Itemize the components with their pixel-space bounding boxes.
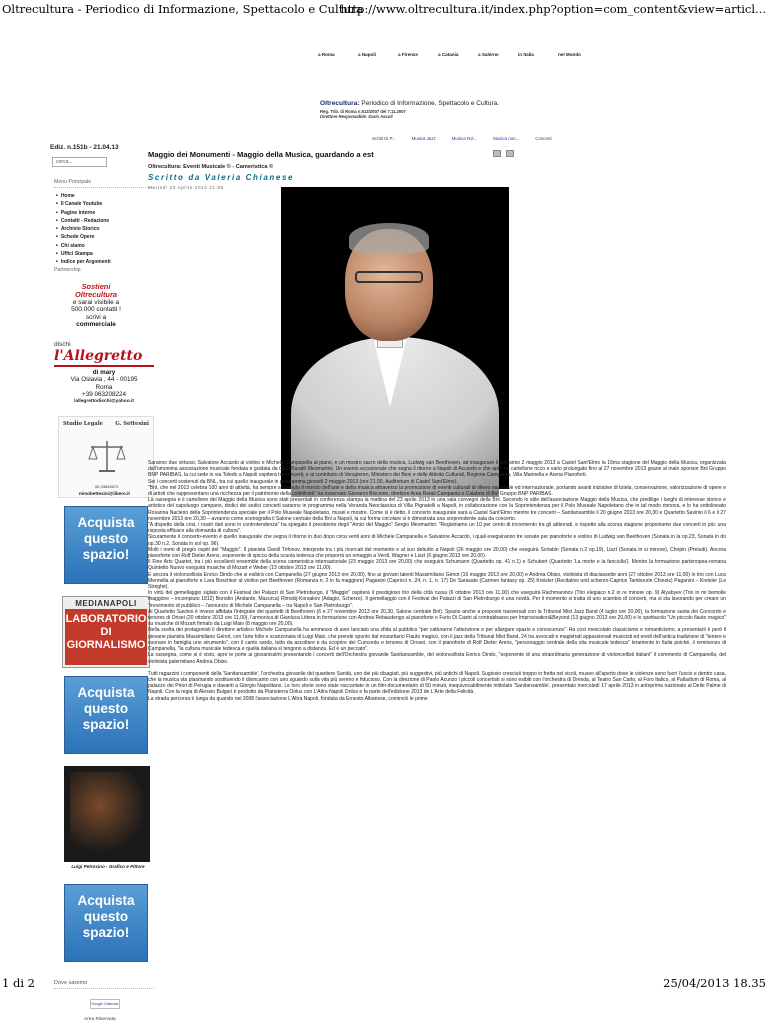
print-footer (2, 976, 766, 990)
print-icon[interactable] (493, 150, 501, 157)
area-riservata-link[interactable]: Area Riservata (84, 1017, 116, 1022)
allegretto-owner: di mary (92, 368, 116, 376)
luigi-petrosino-painting[interactable] (64, 766, 150, 862)
menu-item-home[interactable]: ■ Home (56, 192, 146, 200)
studio-legale-email[interactable]: minobettesini@libero.it (79, 491, 130, 497)
article-body (148, 460, 726, 702)
medianapoli-subtitle: LABORATORIO DI GIORNALISMO (65, 609, 147, 665)
city-link[interactable]: a Napoli (358, 52, 376, 57)
menu-item-youtube[interactable]: ■ Il Canale Youtube (56, 200, 146, 208)
sostieni-line: Sostieni (81, 281, 111, 291)
article-paragraph: La strada percorsa è lunga da quando nel 2008 l'associazione L'Altra Napoli, fondata da Ernesto Albanese, cominciò le prime (148, 695, 428, 702)
article (148, 150, 728, 702)
photo-hair (349, 223, 429, 253)
sostieni-banner[interactable] (38, 283, 146, 329)
article-tools (493, 150, 514, 157)
print-timestamp: 25/04/2013 18.35 (663, 976, 766, 990)
article-paragraph: Al Quartetto Savinio è invece affidata l'integrale dei quartetti di Beethoven (6 e 27 novembre 2013 ore 20,30, Salone centrale Bnl). Spazio anche a proposte trasversali con la Tribunal Mist Jazz Band (4 luglio ore 20,00), la formazione santa dei Concordo e tenores di Orisei (20 ottobre 2013 ore 11,00), l'armonica di Gianluca Littera in formazione con Andrea Rebaudengo al pianoforte e Furio Di Castri al contrabbasso per Improvisation&Beyond (13 giugno 2013 ore 20,00) e lo spettacolo "Un piccolo flauto magico" su musiche di Mozart firmato da Luigi Maio (8 maggio ore 20,00). (148, 608, 726, 628)
menu-item-chi-siamo[interactable]: ■ Chi siamo (56, 242, 146, 250)
article-paragraph: Sei i concerti sostenuti da BNL, tra cui quello inaugurale in programma giovedì 2 maggio 2013 (ore 21.00, Auditorium di Castel Sant'Elmo). (148, 478, 458, 485)
print-header-url: http://www.oltrecultura.it/index.php?option=com_content&view=articl... (340, 2, 766, 16)
city-link[interactable]: a Firenze (398, 52, 418, 57)
menu-item-archivio[interactable]: ■ Archivio Storico (56, 225, 146, 233)
acquista-banner[interactable]: Acquista questo spazio! (64, 676, 148, 754)
masthead (320, 100, 499, 119)
acquista-banner[interactable]: Acquista questo spazio! (64, 884, 148, 962)
menu-item-indice[interactable]: ■ Indice per Argomenti (56, 258, 146, 266)
allegretto-address: Via Oslavia , 44 - 00195 (70, 376, 138, 384)
print-header-title: Oltrecultura - Periodico di Informazione, Spettacolo e Cultura (2, 2, 364, 16)
city-link[interactable]: a Catania (438, 52, 459, 57)
city-link[interactable]: nel Mondo (558, 52, 581, 57)
studio-legale-label: Studio Legale (63, 421, 103, 428)
sostieni-line: Oltrecultura (75, 289, 117, 299)
email-icon[interactable] (506, 150, 514, 157)
top-nav (372, 136, 552, 141)
menu-item-schede[interactable]: ■ Schede Opere (56, 233, 146, 241)
photo-glasses (355, 271, 423, 283)
medianapoli-banner[interactable] (62, 596, 150, 668)
top-nav-item[interactable]: Scritti Di P... (372, 136, 396, 141)
article-paragraph: Molti i nomi di pregio ospiti del "Maggio". Il pianista Daniil Trifonov, interprete tra i più ricercati del momento e al suo debutto a Napoli (26 maggio ore 20,00) che eseguirà Scriabin (Sonata n.2 op.19), Liszt (Sonata in si minore), Chopin (Preludi). Ancora pianoforte con Rolf Dieter Arens, esponente di spicco della scuola tedesca che proporrà un omaggio a Verdi, Wagner e Liszt (6 giugno 2013 ore 20,00). (148, 546, 726, 560)
masthead-director: Direttore Responsabile: Dario Ascoli (320, 114, 393, 119)
top-nav-item[interactable]: Musica non... (493, 136, 520, 141)
article-paragraph: "A dispetto della crisi, i nostri dati sono in controtendenza" ha spiegato il presidente degli "Amici del Maggio" Sergio Meomartini: "Registriamo un 10 per cento di incremento tra gli abbonati, e rispetto alla scorsa stagione proponiamo due concerti in più: una risposta efficace alla domanda di cultura". (148, 522, 726, 535)
article-paragraph: In virtù del gemellaggio siglato con il Festival dei Palazzi di San Pietroburgo, il "Maggio" ospiterà il prestigioso trio della città russa (6 ottobre 2013 ore 11,00) che eseguirà Rachmaninov (Trio elegiaco n.2 in re minore op. 9) Alyabyev (Trio in mi bemolle maggiore – incompiuto 1812) Borodin (Andante, Mazurca) Rimskij-Korsakov (Adagio, Scherzo). Il gemellaggio con il Festival dei Palazzi di San Pietroburgo è una novità. Per il momento si tratta di uno scambio di concerti, ma si sta lavorando per creare un "movimento di pubblico – l'annuncio di Michele Campanella – tra Napoli e San Pietroburgo". (148, 590, 726, 609)
allegretto-ad[interactable] (54, 341, 154, 404)
sidebar (38, 157, 149, 1022)
painting-image (70, 772, 144, 856)
article-paragraph: La rassegna e il cartellone del Maggio della Musica sono stati presentati in conferenza stampa la mattina del 23 aprile 2013 in una sala convegni della Bnl. Secondo lo stile dell'associazione Maggio della Musica, che predilige i luoghi di interesse storico e artistico del capoluogo campano, dodici dei sedici concerti saranno in programma nella Veranda Neoclassica di Villa Pignatelli a Napoli, in collaborazione con la Soprintendenza per il Polo Museale Napoletano che in tal modo rinnova, e lo ha sottolineato Rosanna Naclerio della Soprintendenza speciale per il Polo Museale Napoletano, musei e mostre. Come si è detto, il concerto inaugurale sarà a Castel Sant'Elmo mentre tre concerti – Sanitansamble il 20 giugno 2013 ore 20,30 e Quartetto Savinio il 6 e il 27 novembre 2013 ore 20,30 – avranno come scenografia il Salone centrale della Bnl a Napoli, la cui forma circolare si è dimostrata una sorprendente sala da concerto. (148, 497, 726, 522)
allegretto-email[interactable]: lallegrettodischi@yahoo.it (74, 399, 134, 405)
print-header (2, 2, 766, 16)
studio-legale-phone: 06 33643573 (95, 484, 119, 490)
city-link[interactable]: a Roma (318, 52, 335, 57)
masthead-tagline: Periodico di Informazione, Spettacolo e Cultura. (359, 100, 500, 107)
studio-legale-ad[interactable] (58, 416, 154, 498)
dove-saremo-heading: Dove saremo (54, 980, 154, 989)
sostieni-line[interactable]: commerciale (76, 321, 116, 329)
article-paragraph: Sicuramente il concerto-evento è quello inaugurale che segna il ritorno in duo dopo circa venti anni di Michele Campanella e Salvatore Accardo, i quali eseguiranno tre sonate per pianoforte e violino di Ludwig van Beethoven (Sonata in la op.23, Sonata in do op.30 n.2, Sonata in sol op. 96). (148, 534, 726, 547)
masthead-title (320, 100, 499, 107)
article-paragraph: Nella scelta dei protagonisti il direttore artistico Michele Campanella ha ammesso di aver lanciato una sfida al pubblico "per catturarne l'attenzione e per allargare spazio e conoscenza". Ha così mescolato classicismo e romanticismo, a presentarli è però il giovane pianista Massimiliano Génot, con l'arte folle e scanzonata di Luigi Maio, che prende spunto dal mozartiano Flauto magico, con il jazz della Tribunal Mist Band, 24 tra avvocati e magistrati appassionati musicisti ed eredi dell'antica tradizione di "tenere e suonare in famiglia uno strumento", con il canto sardo, tutto da ascoltare e da scoprire dei Cuncordu e tenores di Orosei, con il pianoforte di Rolf Dieter Arens, "personaggio centrale della vita musicale tedesca" leramente in Italia poiché, il reminenzo di Campanella, "la cultura musicale tedesca e quella italiana si tengono a distanza. Ed è un peccato". (148, 627, 726, 653)
top-nav-item[interactable]: Musica Rol... (451, 136, 478, 141)
menu-item-uffici[interactable]: ■ Uffici Stampa (56, 250, 146, 258)
city-link[interactable]: a Salerno (478, 52, 499, 57)
search-input[interactable]: cerca... (52, 157, 107, 167)
masthead-registration: Reg. Trib. di Roma n.513/2007 del 7.11.2007 (320, 109, 406, 114)
masthead-brand: Oltrecultura: (320, 100, 360, 107)
allegretto-phone: +39 063208224 (82, 390, 126, 398)
luigi-petrosino-caption: Luigi Petrosino - Grafico e Pittore (71, 864, 145, 870)
page-number: 1 di 2 (2, 976, 35, 990)
allegretto-info (54, 369, 154, 398)
partnership-heading: Partnership (54, 266, 81, 273)
article-byline: Scritto da Valeria Chianese (148, 173, 295, 182)
top-nav-item[interactable]: Concerti (535, 136, 552, 141)
sostieni-line: 500.000 contatti ! (71, 306, 121, 314)
menu-heading: Menu Principale (54, 179, 154, 188)
edition-label: Ediz. n.151b - 21.04.13 (50, 144, 119, 151)
article-category: Oltrecultura: Eventi Musicale © - Cameristica © (148, 164, 274, 170)
acquista-banner[interactable]: Acquista questo spazio! (64, 506, 148, 584)
article-date: Martedì 23 Aprile 2013 21:05 (148, 185, 224, 190)
allegretto-logo: l'Allegretto (54, 348, 154, 367)
google-calendar-button[interactable]: Google Calendar (90, 999, 120, 1009)
article-paragraph: Tutti ragazzini i componenti della 'Sanitansamble', l'orchestra giovanile del quartiere Sanità, uno dei più disagiati, più suggestivi, più antichi di Napoli. Sugiosio cresciuti troppo in fretta nei vicoli, museo all'aperto dove le violenze sono fuori l'uscio e dentro casa, che la musica sta plasmando sostituendo il disincanto con uno sguardo sulla vita più sereno e fiducioso. Con la direzione di Paolo Acunzo i piccoli concertisti si sono esibiti con l'orchestra di Dresda, al Teatro San Carlo, al Foro Italico, al Palladium di Roma, al palazzo dei Priori di Perugia e davanti a Giorgio Napolitano. Le loro storie sono state raccontate in un film-documentario di 50 minuti, inequivocabilmente intitolato 'Sanitansamble', presentato mercoledì 17 aprile 2013 in anteprima nazionale al Delle Palme di Napoli. Con la regia di Alessio Bulgari è prodotto da Pianoterra Onlus con L'Altra Napoli Onlus e fa parte dell'edizione 2013 de L'Arte della Felicità. (148, 670, 726, 696)
article-paragraph: E ancora il violoncellista Enrico Dindo che si esibirà con Campanella (27 giugno 2013 ore 20,00), fino ai giovani talenti Massimiliano Génot (16 maggio 2013 ore 20,00) e Andrea Obiso, violinista di diaciassette anni (27 ottobre 2013 ore 11,00) in trio con Luca Mennella al pianoforte e Lara Boschkor al violino per Beethoven (Romanza n. 2 in fa maggiore) Paganini (Capricci n. 24, n. 1, n. 17) De Sarasate (Carmen fantasy op. 25) Kreisler (Recitativo und scherzo-Caprice Tambourin Chinois) Paganini – Kreisler (Le Streghe). (148, 571, 726, 591)
sostieni-line: scrivi a (85, 313, 107, 321)
article-paragraph: La rassegna, come si è visto, apre le porte ai giovanissimi presentando i concerti dell'Orchestra giovanile Sanitansamble, del violoncellista Enrico Dindo, "esponente di una straordinaria generazione di violoncellisti italiani" il commento di Campanella, del violinista palermitano Andrea Obiso. (148, 652, 726, 665)
medianapoli-title: MEDIANAPOLI (75, 599, 137, 609)
article-paragraph: Saranno due virtuosi, Salvatore Accardo al violino e Michele Campanella al piano, e un mostro sacro della musica, Ludwig van Beethoven, ad inaugurare il prossimo 2 maggio 2013 a Castel Sant'Elmo la 16ma stagione del Maggio della Musica, organizzata dall'omonima associazione musicale fondata e guidata da Gina Barattì Meomartini. Un evento eccezionale che segna il ritorno a Napoli di Accardo e che apre un cartellone ricco e vario prolungato fino al 27 novembre 2013 grazie al main sponsor Bnl Gruppo BNP PARIBAS, la cui sede in via Toledo a Napoli ospiterà tre concerti, e al contributo di Verspieren, Ministero dei Beni e delle Attività Culturali, Regione Campania, Villa Marinella e Arena Pianoforti. (148, 460, 726, 479)
city-bar (318, 52, 598, 62)
article-photo (281, 187, 509, 489)
menu-item-contatti[interactable]: ■ Contatti - Redazione (56, 217, 146, 225)
sostieni-line: e sarai visibile a (72, 298, 120, 306)
allegretto-city: Roma (95, 383, 113, 391)
scales-of-justice-icon (87, 439, 127, 475)
top-nav-item[interactable]: Musica Jazz (411, 136, 436, 141)
article-title: Maggio dei Monumenti - Maggio della Musica, guardando a est (148, 150, 374, 159)
article-paragraph: Il Fine Arts Quartet, tra i più eccellenti ensemble della scena cameristica internazionale (23 maggio 2013 ore 20,00) che eseguirà Schumann (Quartetto op. 41 n.1) e Schubert (Quartetto 'La morte e la fanciulla'). Mentre la formazione partenopea-romana Quintetto Nuovo eseguirà musiche di Mozart e Weber (13 ottobre 2013 ore 11,00). (148, 559, 726, 572)
studio-legale-name: G. Settesini (115, 421, 149, 428)
city-link[interactable]: in Italia (518, 52, 534, 57)
allegretto-dischi: dischi (54, 340, 71, 348)
main-menu (56, 192, 146, 267)
article-paragraph: "Bnl, che nel 2013 celebra 100 anni di attività, ha sempre sostenuto il mondo dell'arte e della musica attraverso la promozione di eventi culturali di rilievo nazionale ed internazionale, portando avanti iniziative di tutela, conservazione, valorizzazione di opere e di artisti che rappresentano una ricchezza per il patrimonio della collettività" ha osservato Giovanni Biscione, direttore Area Retail Campania e Calabria di Bnl Gruppo BNP PARIBAS. (148, 484, 726, 498)
menu-item-pagine[interactable]: ■ Pagine interne (56, 209, 146, 217)
